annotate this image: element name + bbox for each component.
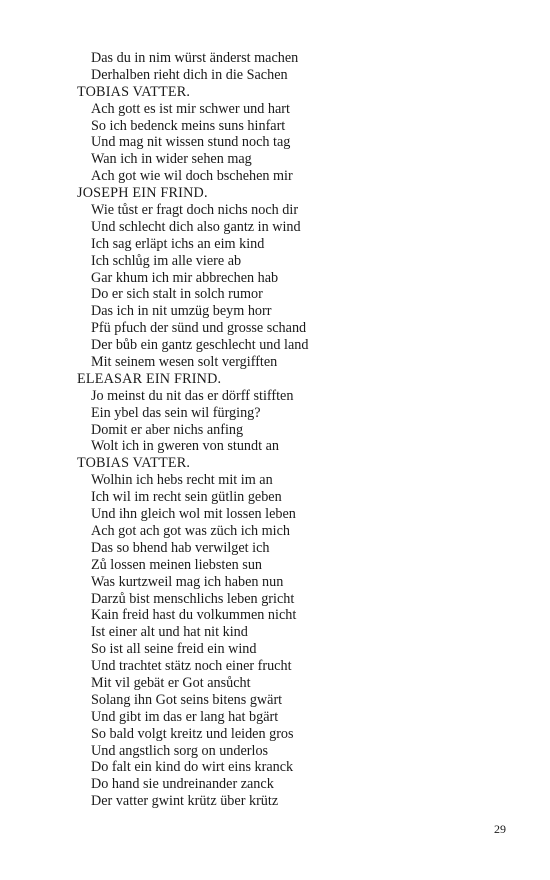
verse-line: Das ich in nit umzüg beym horr — [91, 303, 272, 320]
verse-line: So ist all seine freid ein wind — [91, 641, 257, 658]
verse-line: Wolt ich in gweren von stundt an — [91, 438, 279, 455]
verse-line: Wie tůst er fragt doch nichs noch dir — [91, 202, 299, 219]
verse-line: Das du in nim würst änderst machen — [91, 50, 299, 66]
verse-line: Ich schlůg im alle viere ab — [91, 252, 242, 269]
verse-line: Und ihn gleich wol mit lossen leben — [91, 506, 296, 523]
verse-line: Was kurtzweil mag ich haben nun — [91, 573, 284, 590]
verse-line: So bald volgt kreitz und leiden gros — [91, 725, 294, 742]
speaker-heading: JOSEPH EIN FRIND. — [77, 185, 208, 202]
verse-line: Das so bhend hab verwilget ich — [91, 539, 270, 556]
verse-line: Ich wil im recht sein gütlin geben — [91, 489, 282, 506]
verse-line: Solang ihn Got seins bitens gwärt — [91, 691, 283, 708]
verse-line: Ein ybel das sein wil fürging? — [91, 404, 261, 421]
verse-line: Ist einer alt und hat nit kind — [91, 624, 248, 641]
verse-text-block — [77, 50, 497, 810]
verse-line: Und schlecht dich also gantz in wind — [91, 218, 301, 235]
speaker-heading: ELEASAR EIN FRIND. — [77, 370, 222, 387]
verse-line: Do er sich stalt in solch rumor — [91, 286, 263, 303]
verse-line: Wolhin ich hebs recht mit im an — [91, 472, 273, 489]
verse-line: Ach got ach got was züch ich mich — [91, 522, 290, 539]
verse-line: Darzů bist menschlichs leben gricht — [91, 590, 295, 607]
verse-line: Gar khum ich mir abbrechen hab — [91, 269, 279, 286]
verse-line: Derhalben rieht dich in die Sachen — [91, 66, 288, 83]
verse-line: Ach gott es ist mir schwer und hart — [91, 100, 290, 117]
verse-line: Domit er aber nichs anfing — [91, 421, 244, 438]
verse-line: Und gibt im das er lang hat bgärt — [91, 708, 279, 725]
verse-line: Jo meinst du nit das er dörff stifften — [91, 387, 294, 404]
speaker-heading: TOBIAS VATTER. — [77, 455, 191, 472]
verse-line: Der bůb ein gantz geschlecht und land — [91, 337, 309, 354]
verse-line: So ich bedenck meins suns hinfart — [91, 117, 286, 134]
verse-line: Do hand sie undreinander zanck — [91, 776, 274, 793]
verse-line: Ach got wie wil doch bschehen mir — [91, 168, 293, 185]
verse-line: Pfü pfuch der sünd und grosse schand — [91, 320, 307, 337]
verse-line: Der vatter gwint krütz über krütz — [91, 793, 279, 810]
verse-line: Und angstlich sorg on underlos — [91, 742, 269, 759]
verse-line: Kain freid hast du volkummen nicht — [91, 607, 297, 624]
verse-line: Und trachtet stätz noch einer frucht — [91, 658, 292, 675]
verse-line: Mit seinem wesen solt vergifften — [91, 354, 278, 371]
verse-line: Und mag nit wissen stund noch tag — [91, 134, 291, 151]
page-number: 29 — [494, 822, 506, 836]
verse-line: Zů lossen meinen liebsten sun — [91, 556, 263, 573]
verse-line: Wan ich in wider sehen mag — [91, 151, 252, 168]
speaker-heading: TOBIAS VATTER. — [77, 83, 191, 100]
verse-line: Ich sag erläpt ichs an eim kind — [91, 235, 265, 252]
verse-line: Do falt ein kind do wirt eins kranck — [91, 759, 294, 776]
verse-line: Mit vil gebät er Got ansůcht — [91, 674, 251, 691]
